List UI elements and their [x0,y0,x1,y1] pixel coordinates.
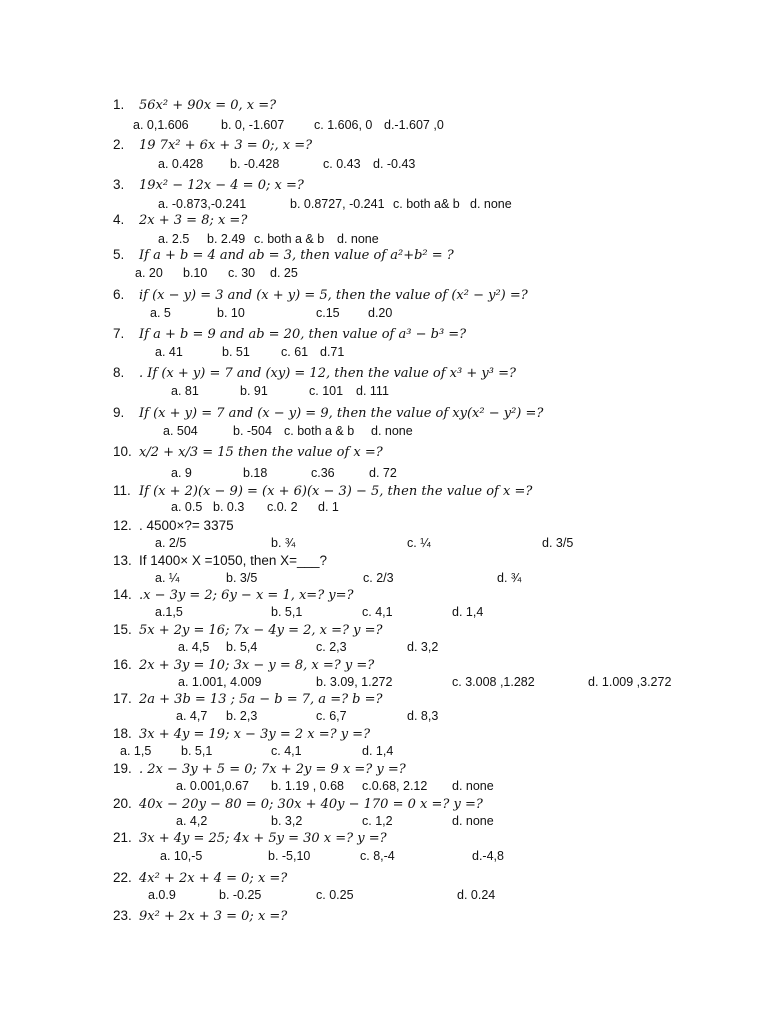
question-number: 2. [113,137,125,152]
option-b: b. 3/5 [226,571,258,585]
option-c: c. both a & b [284,424,355,438]
option-d: d. 25 [270,266,298,280]
question-text: If a + b = 9 and ab = 20, then value of a³ − b³ =? [139,327,467,342]
question-number: 19. [113,761,132,776]
option-c: c.15 [316,306,340,320]
option-a: a. 4,2 [176,814,208,828]
question-number: 21. [113,830,132,845]
option-a: a. 81 [171,384,199,398]
option-d: d. none [371,424,413,438]
option-c: c. 1,2 [362,814,393,828]
option-d: d. 1 [318,500,339,514]
question-number: 14. [113,587,132,602]
option-b: b. 5,4 [226,640,258,654]
option-a: a. 41 [155,345,183,359]
question-text: 19x² − 12x − 4 = 0; x =? [139,178,304,193]
question-number: 23. [113,908,132,923]
question-text: If a + b = 4 and ab = 3, then value of a²+b² = ? [139,248,454,263]
option-b: b. 0.8727, -0.241 [290,197,385,211]
option-c: c.0. 2 [267,500,298,514]
option-c: c. 6,7 [316,709,347,723]
question-number: 11. [113,483,131,498]
question-text: 19 7x² + 6x + 3 = 0;, x =? [139,138,313,153]
option-b: b. -504 [233,424,272,438]
option-a: a. 2.5 [158,232,190,246]
option-a: a. 1.001, 4.009 [178,675,262,689]
question-text: 5x + 2y = 16; 7x − 4y = 2, x =? y =? [139,623,383,638]
option-d: d.71 [320,345,345,359]
option-c: c. 1.606, 0 [314,118,373,132]
question-text: x/2 + x/3 = 15 then the value of x =? [139,445,383,460]
option-b: b.10 [183,266,208,280]
option-c: c. 61 [281,345,309,359]
option-c: c. 30 [228,266,256,280]
option-a: a. 5 [150,306,171,320]
option-c: c. 2/3 [363,571,394,585]
option-c: c. 0.25 [316,888,354,902]
option-b: b. 0.3 [213,500,245,514]
option-c: c. 4,1 [362,605,393,619]
question-number: 16. [113,657,132,672]
question-9 [113,405,543,422]
question-17 [113,691,383,708]
option-c: c. both a & b [254,232,325,246]
question-text: If (x + y) = 7 and (x − y) = 9, then the value of xy(x² − y²) =? [139,406,544,421]
question-number: 17. [113,691,132,706]
option-a: a. 2/5 [155,536,187,550]
option-b: b. 3.09, 1.272 [316,675,393,689]
question-text: . If (x + y) = 7 and (xy) = 12, then the value of x³ + y³ =? [139,366,516,381]
question-10 [113,444,383,461]
question-text: 40x − 20y − 80 = 0; 30x + 40y − 170 = 0 x =? y =? [139,797,483,812]
option-a: a. 4,7 [176,709,208,723]
option-d: d. 0.24 [457,888,496,902]
option-d: d. 8,3 [407,709,439,723]
option-a: a.1,5 [155,605,183,619]
option-d: d. 1,4 [452,605,484,619]
question-number: 7. [113,326,125,341]
option-b: b. 0, -1.607 [221,118,285,132]
question-text: 2x + 3y = 10; 3x − y = 8, x =? y =? [139,658,375,673]
question-text: 3x + 4y = 25; 4x + 5y = 30 x =? y =? [139,831,387,846]
question-number: 9. [113,405,125,420]
question-14 [113,587,354,604]
option-a: a. 0,1.606 [133,118,189,132]
option-d: d. -0.43 [373,157,416,171]
question-number: 18. [113,726,132,741]
option-b: b. 1.19 , 0.68 [271,779,344,793]
question-number: 1. [113,97,125,112]
question-number: 20. [113,796,132,811]
option-d: d.-1.607 ,0 [384,118,444,132]
question-20 [113,796,483,813]
option-d: d. none [452,779,494,793]
option-b: b. -0.25 [219,888,262,902]
question-text: . 4500×?= 3375 [139,518,234,533]
question-text: 9x² + 2x + 3 = 0; x =? [139,909,288,924]
option-b: b. 3,2 [271,814,303,828]
option-a: a. 20 [135,266,163,280]
option-c: c.36 [311,466,335,480]
option-a: a. ¼ [155,571,180,585]
question-text: .x − 3y = 2; 6y − x = 1, x=? y=? [139,588,354,603]
option-b: b. -0.428 [230,157,280,171]
option-d: d. none [470,197,512,211]
option-a: a. 9 [171,466,192,480]
option-c: c. ¼ [407,536,431,550]
option-b: b.18 [243,466,268,480]
question-23 [113,908,287,925]
question-16 [113,657,374,674]
question-1 [113,97,276,114]
question-11 [113,483,532,500]
question-number: 4. [113,212,125,227]
question-text: . 2x − 3y + 5 = 0; 7x + 2y = 9 x =? y =? [139,762,406,777]
question-number: 5. [113,247,125,262]
question-5 [113,247,454,264]
question-13 [113,553,327,569]
option-d: d. 1.009 ,3.272 [588,675,672,689]
option-c: c. 0.43 [323,157,361,171]
option-d: d. 3/5 [542,536,574,550]
question-number: 15. [113,622,132,637]
question-number: 13. [113,553,132,568]
question-number: 8. [113,365,125,380]
option-a: a. 10,-5 [160,849,203,863]
option-b: b. -5,10 [268,849,311,863]
question-number: 3. [113,177,125,192]
option-a: a. -0.873,-0.241 [158,197,247,211]
option-d: d.-4,8 [472,849,504,863]
option-c: c. both a& b [393,197,460,211]
option-b: b. 2,3 [226,709,258,723]
question-text: If (x + 2)(x − 9) = (x + 6)(x − 3) − 5, then the value of x =? [139,484,533,499]
question-21 [113,830,387,847]
question-text: 3x + 4y = 19; x − 3y = 2 x =? y =? [139,727,371,742]
question-text: if (x − y) = 3 and (x + y) = 5, then the value of (x² − y²) =? [139,288,528,303]
option-d: d. 3,2 [407,640,439,654]
question-8 [113,365,516,382]
option-b: b. 5,1 [271,605,303,619]
option-c: c. 3.008 ,1.282 [452,675,535,689]
question-text: If 1400× X =1050, then X=___? [139,553,328,568]
question-3 [113,177,304,194]
question-number: 22. [113,870,132,885]
question-text: 56x² + 90x = 0, x =? [139,98,277,113]
option-c: c. 8,-4 [360,849,395,863]
question-18 [113,726,370,743]
option-b: b. 10 [217,306,245,320]
question-2 [113,137,312,154]
option-a: a. 504 [163,424,198,438]
option-b: b. 5,1 [181,744,213,758]
question-number: 6. [113,287,125,302]
option-d: d. none [337,232,379,246]
option-b: b. 51 [222,345,250,359]
question-7 [113,326,466,343]
option-b: b. ¾ [271,536,296,550]
option-d: d. ¾ [497,571,522,585]
option-d: d. 111 [356,384,389,398]
option-d: d.20 [368,306,393,320]
question-text: 2x + 3 = 8; x =? [139,213,248,228]
option-a: a. 0.001,0.67 [176,779,249,793]
option-c: c. 2,3 [316,640,347,654]
option-a: a. 1,5 [120,744,152,758]
option-c: c.0.68, 2.12 [362,779,428,793]
question-number: 10. [113,444,132,459]
option-a: a. 0.5 [171,500,203,514]
option-d: d. 1,4 [362,744,394,758]
question-22 [113,870,287,887]
question-15 [113,622,382,639]
option-a: a. 4,5 [178,640,210,654]
question-number: 12. [113,518,132,533]
question-text: 4x² + 2x + 4 = 0; x =? [139,871,288,886]
question-4 [113,212,247,229]
option-a: a.0.9 [148,888,176,902]
question-6 [113,287,528,304]
option-d: d. 72 [369,466,397,480]
question-19 [113,761,406,778]
option-b: b. 2.49 [207,232,246,246]
option-b: b. 91 [240,384,268,398]
option-d: d. none [452,814,494,828]
question-12 [113,518,234,534]
option-c: c. 101 [309,384,344,398]
option-c: c. 4,1 [271,744,302,758]
question-text: 2a + 3b = 13 ; 5a − b = 7, a =? b =? [139,692,383,707]
option-a: a. 0.428 [158,157,204,171]
